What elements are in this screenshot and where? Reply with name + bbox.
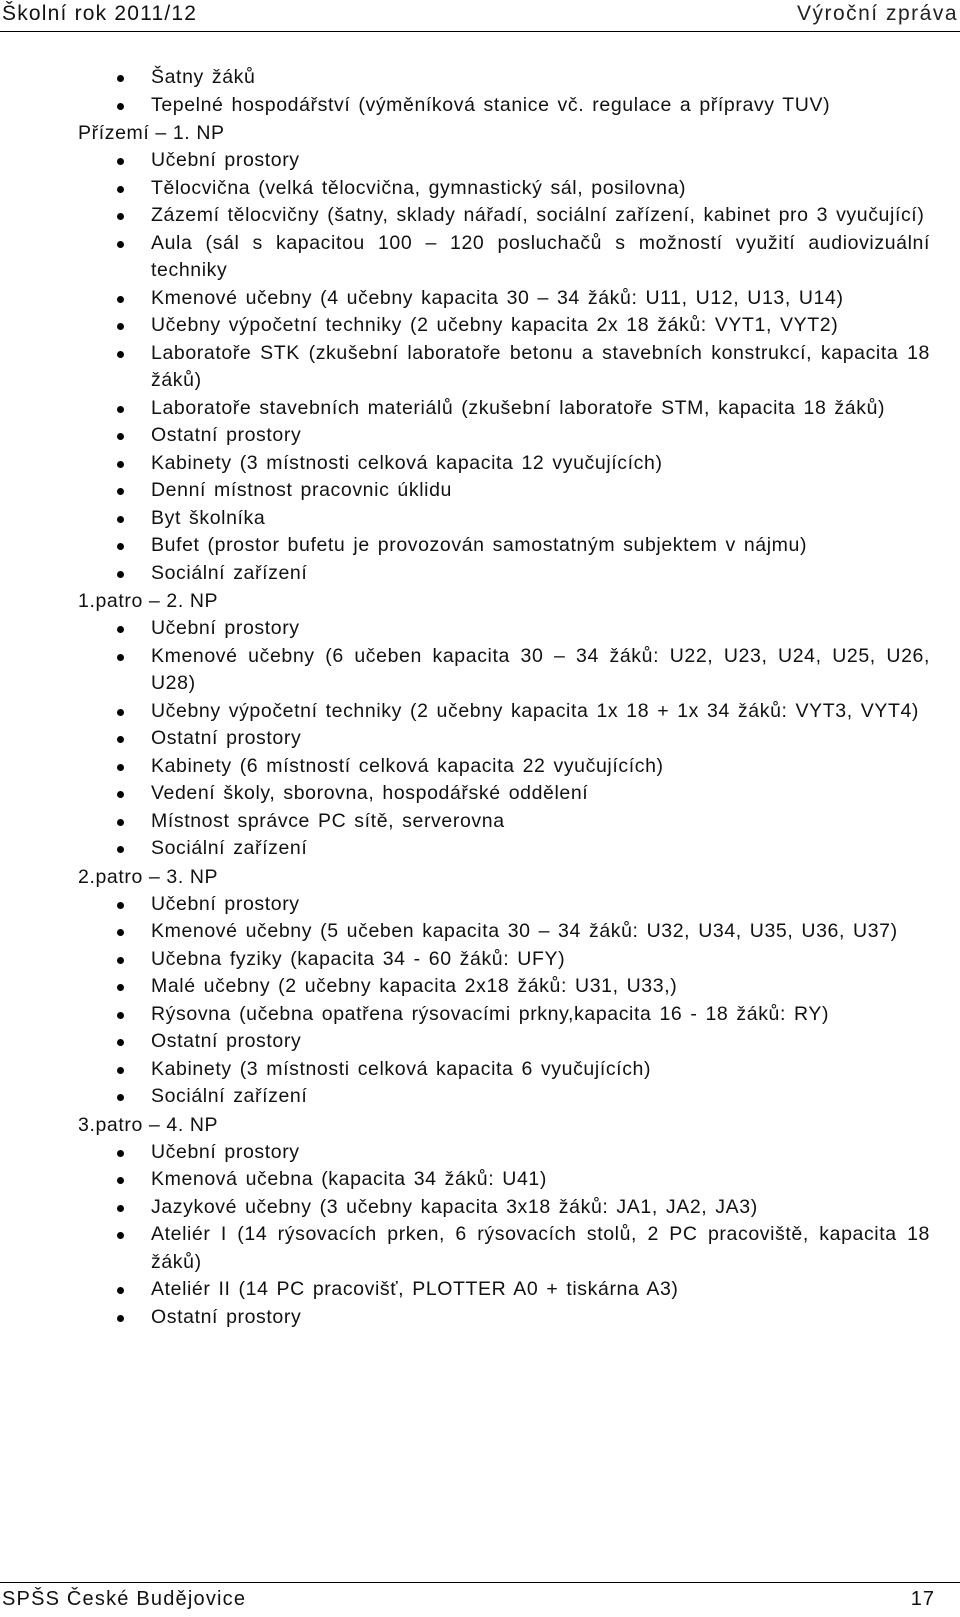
bullet-icon (117, 433, 124, 440)
list-item: Malé učebny (2 učebny kapacita 2x18 žáků: U31, U33,) (0, 973, 960, 1001)
list-item: Ostatní prostory (0, 725, 960, 753)
footer-divider (0, 1582, 960, 1583)
list-item: Místnost správce PC sítě, serverovna (0, 808, 960, 836)
bullet-icon (117, 323, 124, 330)
bullet-icon (117, 626, 124, 633)
section-third-floor (0, 1111, 960, 1332)
bullet-icon (117, 1150, 124, 1157)
page-footer (0, 1582, 960, 1617)
bullet-list (0, 891, 960, 1111)
list-item: Učebna fyziky (kapacita 34 - 60 žáků: UFY) (0, 946, 960, 974)
list-item: Sociální zařízení (0, 560, 960, 588)
bullet-icon (117, 984, 124, 991)
list-item: Kmenové učebny (5 učeben kapacita 30 – 34 žáků: U32, U34, U35, U36, U37) (0, 918, 960, 946)
page-number: 17 (910, 1588, 935, 1610)
list-item: Kmenové učebny (6 učeben kapacita 30 – 34 žáků: U22, U23, U24, U25, U26, U28) (0, 643, 960, 698)
list-item: Laboratoře STK (zkušební laboratoře betonu a stavebních konstrukcí, kapacita 18 žáků) (0, 340, 960, 395)
list-item: Kabinety (3 místnosti celková kapacita 12 vyučujících) (0, 450, 960, 478)
list-item: Učební prostory (0, 891, 960, 919)
list-item: Jazykové učebny (3 učebny kapacita 3x18 žáků: JA1, JA2, JA3) (0, 1194, 960, 1222)
bullet-icon (117, 736, 124, 743)
list-item: Sociální zařízení (0, 1083, 960, 1111)
bullet-list (0, 147, 960, 587)
header-document-title: Výroční zpráva (796, 2, 958, 25)
bullet-icon (117, 1012, 124, 1019)
section-ground-floor (0, 119, 960, 587)
bullet-icon (117, 929, 124, 936)
bullet-icon (117, 846, 124, 853)
list-item: Ateliér II (14 PC pracovišť, PLOTTER A0 + tiskárna A3) (0, 1276, 960, 1304)
list-item: Šatny žáků (0, 64, 960, 92)
bullet-icon (117, 406, 124, 413)
bullet-icon (117, 819, 124, 826)
list-item: Ateliér I (14 rýsovacích prken, 6 rýsovacích stolů, 2 PC pracoviště, kapacita 18 žáků) (0, 1221, 960, 1276)
list-item: Kmenové učebny (4 učebny kapacita 30 – 34 žáků: U11, U12, U13, U14) (0, 285, 960, 313)
list-item: Kabinety (3 místnosti celková kapacita 6 vyučujících) (0, 1056, 960, 1084)
list-item: Kmenová učebna (kapacita 34 žáků: U41) (0, 1166, 960, 1194)
bullet-list (0, 615, 960, 863)
document-body (0, 64, 960, 1331)
list-item: Ostatní prostory (0, 1304, 960, 1332)
bullet-icon (117, 957, 124, 964)
bullet-icon (117, 158, 124, 165)
list-item: Aula (sál s kapacitou 100 – 120 posluchačů s možností využití audiovizuální techniky (0, 230, 960, 285)
bullet-icon (117, 1039, 124, 1046)
bullet-icon (117, 1205, 124, 1212)
page-header (0, 0, 960, 30)
bullet-icon (117, 241, 124, 248)
list-item: Učební prostory (0, 615, 960, 643)
list-item: Učební prostory (0, 1139, 960, 1167)
bullet-icon (117, 654, 124, 661)
list-item: Tělocvična (velká tělocvična, gymnastický sál, posilovna) (0, 175, 960, 203)
bullet-list (0, 1139, 960, 1332)
bullet-icon (117, 296, 124, 303)
bullet-icon (117, 571, 124, 578)
bullet-icon (117, 1232, 124, 1239)
bullet-icon (117, 709, 124, 716)
bullet-icon (117, 516, 124, 523)
footer-school-name: SPŠS České Budějovice (2, 1588, 247, 1610)
bullet-icon (117, 186, 124, 193)
list-item: Kabinety (6 místností celková kapacita 22 vyučujících) (0, 753, 960, 781)
list-item: Zázemí tělocvičny (šatny, sklady nářadí, sociální zařízení, kabinet pro 3 vyučující) (0, 202, 960, 230)
list-item: Ostatní prostory (0, 422, 960, 450)
bullet-icon (117, 902, 124, 909)
list-item: Denní místnost pracovnic úklidu (0, 477, 960, 505)
bullet-icon (117, 1094, 124, 1101)
section-heading: Přízemí – 1. NP (78, 122, 225, 144)
list-item: Byt školníka (0, 505, 960, 533)
header-divider (0, 31, 960, 32)
bullet-icon (117, 1287, 124, 1294)
bullet-icon (117, 764, 124, 771)
bullet-icon (117, 488, 124, 495)
list-item: Rýsovna (učebna opatřena rýsovacími prkny,kapacita 16 - 18 žáků: RY) (0, 1001, 960, 1029)
bullet-icon (117, 791, 124, 798)
list-item: Učebny výpočetní techniky (2 učebny kapacita 1x 18 + 1x 34 žáků: VYT3, VYT4) (0, 698, 960, 726)
list-item: Bufet (prostor bufetu je provozován samostatným subjektem v nájmu) (0, 532, 960, 560)
bullet-icon (117, 103, 124, 110)
section-second-floor (0, 863, 960, 1111)
bullet-icon (117, 543, 124, 550)
header-school-year: Školní rok 2011/12 (2, 2, 198, 25)
bullet-icon (117, 1315, 124, 1322)
bullet-icon (117, 351, 124, 358)
list-item: Učební prostory (0, 147, 960, 175)
list-item: Vedení školy, sborovna, hospodářské oddělení (0, 780, 960, 808)
section-continued (0, 64, 960, 119)
bullet-icon (117, 1177, 124, 1184)
bullet-icon (117, 75, 124, 82)
list-item: Učebny výpočetní techniky (2 učebny kapacita 2x 18 žáků: VYT1, VYT2) (0, 312, 960, 340)
section-first-floor (0, 587, 960, 863)
section-heading: 2.patro – 3. NP (78, 865, 219, 888)
list-item: Laboratoře stavebních materiálů (zkušební laboratoře STM, kapacita 18 žáků) (0, 395, 960, 423)
section-heading: 1.patro – 2. NP (78, 590, 219, 612)
section-heading: 3.patro – 4. NP (78, 1113, 219, 1136)
bullet-icon (117, 461, 124, 468)
list-item: Ostatní prostory (0, 1028, 960, 1056)
list-item: Sociální zařízení (0, 835, 960, 863)
bullet-icon (117, 1067, 124, 1074)
bullet-list (0, 64, 960, 119)
bullet-icon (117, 213, 124, 220)
list-item: Tepelné hospodářství (výměníková stanice vč. regulace a přípravy TUV) (0, 92, 960, 120)
